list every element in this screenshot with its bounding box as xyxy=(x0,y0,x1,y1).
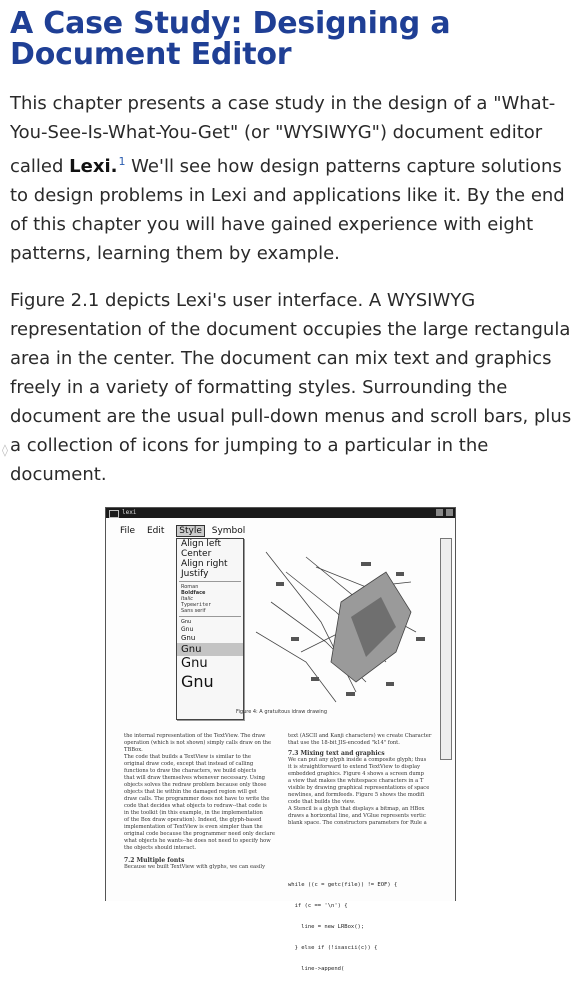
figure-code-block xyxy=(288,868,397,987)
fig-text-line: functions to draw the characters, we build objects xyxy=(124,768,257,774)
fig-text-line: Because we built TextView with glyphs, we can easily xyxy=(124,864,266,870)
fig-section-heading: 7.2 Multiple fonts xyxy=(124,857,185,864)
intro-paragraph xyxy=(10,89,565,268)
fig-text-line: original code because the programmer need only declare xyxy=(124,831,275,837)
dd-align-right: Align right xyxy=(181,559,228,569)
fig-text-line: code that builds the view. xyxy=(288,799,356,805)
paragraph-line: You-See-Is-What-You-Get" (or "WYSIWYG") document editor xyxy=(10,122,543,143)
fig-text-line: newlines, and formfeeds. Figure 5 shows the modifi xyxy=(288,792,425,798)
chapter-title: A Case Study: Designing a Document Editor xyxy=(10,6,451,72)
paragraph-line: patterns, learning them by example. xyxy=(10,243,340,264)
dd-size-2: Gnu xyxy=(181,626,194,633)
paragraph-line: document. xyxy=(10,464,107,485)
dd-font-italic: Italic xyxy=(181,596,194,602)
dd-font-sans: Sans serif xyxy=(181,608,206,614)
code-line: } else if (!isascii(c)) { xyxy=(288,945,378,951)
fig-text-line: that will draw themselves whenever necessary. Using xyxy=(124,775,265,781)
minimize-icon xyxy=(436,509,443,516)
dd-font-typewriter: Typewriter xyxy=(181,602,212,608)
figure-scrollbar xyxy=(440,538,452,760)
dd-size-4-selected: Gnu xyxy=(177,643,243,656)
fig-text-line: in the toolkit (in this example, in the implementation xyxy=(124,810,263,816)
code-line: line = new LRBox(); xyxy=(288,924,365,930)
fig-text-line: code that decides what objects to redraw--that code is xyxy=(124,803,267,809)
figure-window-titlebar xyxy=(106,508,455,518)
paragraph-line: document are the usual pull-down menus and scroll bars, plus xyxy=(10,406,571,427)
paragraph-line: This chapter presents a case study in the design of a "What- xyxy=(10,93,556,114)
fig-text-line: We can put any glyph inside a composite glyph; thus xyxy=(288,757,427,763)
dd-font-bold: Boldface xyxy=(181,590,206,596)
fig-text-line: A Stencil is a glyph that displays a bitmap, an HBox xyxy=(288,806,425,812)
figure-description-paragraph xyxy=(10,286,571,489)
menu-style: Style xyxy=(176,525,205,537)
paragraph-line: of this chapter you will have gained experience with eight xyxy=(10,214,534,235)
footnote-link[interactable]: 1 xyxy=(118,155,126,168)
page-turn-icon[interactable]: ◊ xyxy=(2,443,8,457)
maximize-icon xyxy=(446,509,453,516)
figure-window-title: lexi xyxy=(122,509,137,516)
paragraph-line: representation of the document occupies the large rectangula xyxy=(10,319,571,340)
lexi-screenshot-figure xyxy=(105,507,456,972)
paragraph-line: freely in a variety of formatting styles. Surrounding the xyxy=(10,377,508,398)
code-line: while ((c = getc(file)) != EOF) { xyxy=(288,882,398,888)
dd-size-3: Gnu xyxy=(181,634,196,642)
fig-text-line: implementation of TextView is even simpler than the xyxy=(124,824,263,830)
dd-divider xyxy=(179,581,241,582)
code-line: line->append( xyxy=(288,966,345,972)
fig-text-line: TBBox. xyxy=(124,747,143,753)
fig-text-line: The code that builds a TextView is similar to the xyxy=(124,754,251,760)
fig-text-line: draws a horizontal line, and VGlue represents vertic xyxy=(288,813,426,819)
paragraph-text: called xyxy=(10,156,70,177)
gratuitous-drawing xyxy=(246,542,436,712)
menu-file: File xyxy=(120,526,136,536)
window-menu-icon xyxy=(109,510,119,518)
dd-size-5: Gnu xyxy=(181,656,208,671)
fig-text-line: that use the 18-bit JIS-encoded "k14" font. xyxy=(288,740,400,746)
figure-menubar xyxy=(120,525,254,537)
fig-text-line: of the Box draw operation). Indeed, the glyph-based xyxy=(124,817,262,823)
fig-text-line: objects that lie within the damaged region will get xyxy=(124,789,258,795)
fig-text-line: blank space. The constructors parameters for Rule a xyxy=(288,820,427,826)
fig-section-heading: 7.3 Mixing text and graphics xyxy=(288,750,385,757)
dd-center: Center xyxy=(181,549,212,559)
fig-text-line: what objects he wants--he does not need to specify how xyxy=(124,838,271,844)
fig-text-line: embedded graphics. Figure 4 shows a screen dump xyxy=(288,771,424,777)
dd-size-1: Gnu xyxy=(181,619,192,625)
dd-justify: Justify xyxy=(181,569,209,579)
fig-text-line: visible by drawing graphical representations of space xyxy=(288,785,430,791)
paragraph-line: a collection of icons for jumping to a particular in the xyxy=(10,435,489,456)
paragraph-line xyxy=(10,147,562,181)
dd-align-left: Align left xyxy=(181,539,222,549)
style-dropdown xyxy=(176,538,244,720)
dd-size-6: Gnu xyxy=(181,672,214,691)
figure-left-column xyxy=(124,733,279,878)
figure-caption: Figure 4: A gratuitous idraw drawing xyxy=(236,709,327,715)
menu-edit: Edit xyxy=(146,526,165,536)
figure-right-column xyxy=(288,733,438,843)
paragraph-line: to design problems in Lexi and applications like it. By the end xyxy=(10,185,565,206)
fig-text-line: operation (which is not shown) simply calls draw on the xyxy=(124,740,272,746)
fig-text-line: a view that makes the whitespace characters in a T xyxy=(288,778,424,784)
fig-text-line: text (ASCII and Kanji characters) we create Character xyxy=(288,733,432,739)
fig-text-line: draw calls. The programmer does not have to write the xyxy=(124,796,270,802)
code-line: if (c == '\n') { xyxy=(288,903,348,909)
fig-text-line: original draw code, except that instead of calling xyxy=(124,761,254,767)
dd-font-roman: Roman xyxy=(181,584,199,590)
dd-divider xyxy=(179,616,241,617)
paragraph-line: area in the center. The document can mix text and graphics xyxy=(10,348,552,369)
menu-symbol: Symbol xyxy=(211,526,246,536)
fig-text-line: it is straightforward to extend TextView to display xyxy=(288,764,421,770)
fig-text-line: objects solves the redraw problem because only those xyxy=(124,782,267,788)
fig-text-line: the objects should interact. xyxy=(124,845,197,851)
lexi-name: Lexi. xyxy=(69,156,118,177)
paragraph-line: Figure 2.1 depicts Lexi's user interface. A WYSIWYG xyxy=(10,290,476,311)
document-page xyxy=(10,8,540,70)
paragraph-text: We'll see how design patterns capture solutions xyxy=(125,156,562,177)
fig-text-line: the internal representation of the TextView. The draw xyxy=(124,733,266,739)
